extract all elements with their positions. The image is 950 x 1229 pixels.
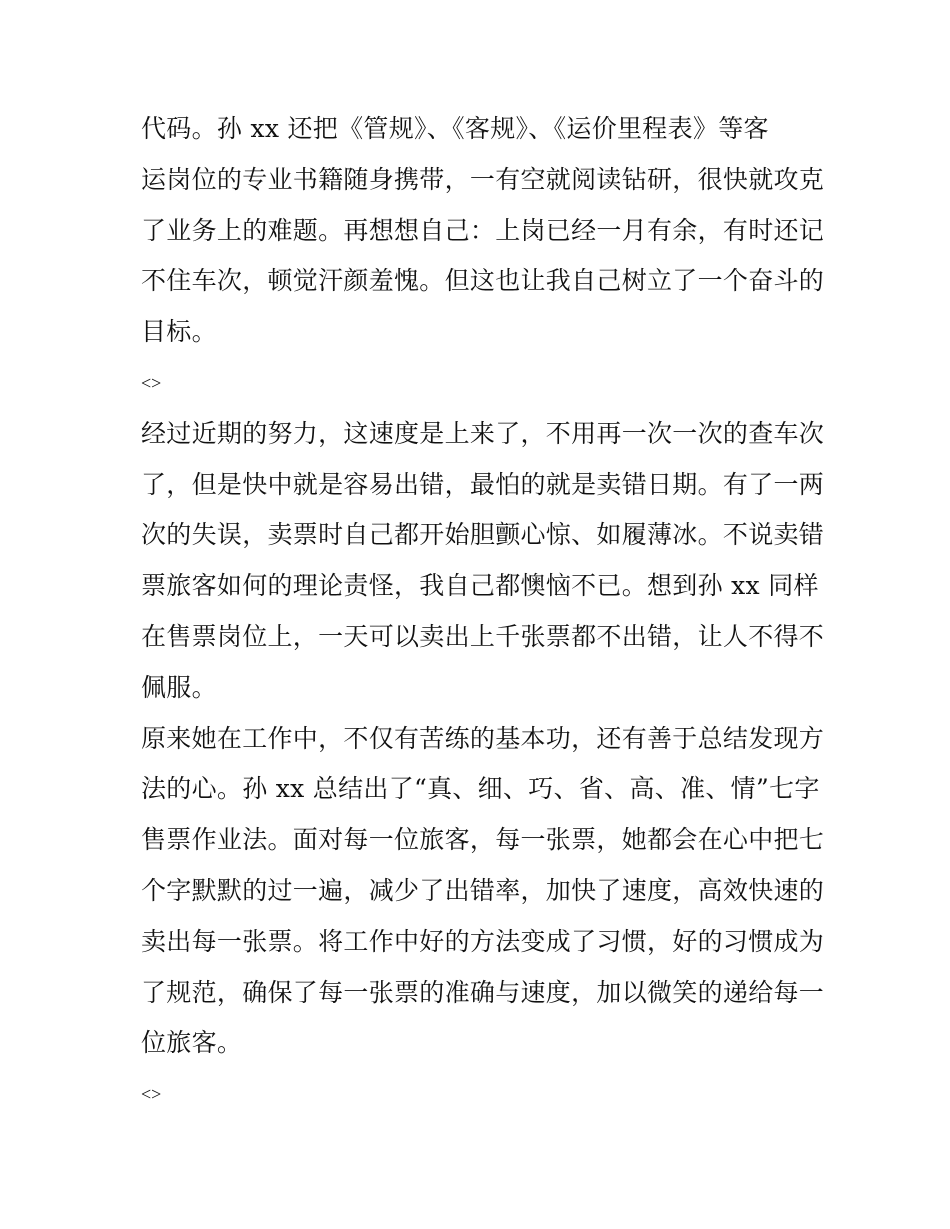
document-page: [141, 104, 825, 1120]
text-line: 在售票岗位上，一天可以卖出上千张票都不出错，让人不得不: [141, 621, 825, 651]
text-line: 了业务上的难题。再想想自己：上岗已经一月有余，有时还记: [141, 215, 825, 245]
text-line: 代码。孙 xx 还把《管规》、《客规》、《运价里程表》等客: [141, 114, 769, 143]
text-line: 售票作业法。面对每一位旅客，每一张票，她都会在心中把七: [141, 825, 825, 855]
text-line: 佩服。: [141, 672, 217, 702]
text-line: 不住车次，顿觉汗颜羞愧。但这也让我自己树立了一个奋斗的: [141, 266, 825, 296]
text-line: 个字默默的过一遍，减少了出错率，加快了速度，高效快速的: [141, 875, 825, 905]
text-line: 经过近期的努力，这速度是上来了，不用再一次一次的查车次: [141, 418, 825, 448]
text-line: 次的失误，卖票时自己都开始胆颤心惊、如履薄冰。不说卖错: [141, 520, 825, 550]
text-line: 票旅客如何的理论责怪，我自己都懊恼不已。想到孙 xx 同样: [141, 571, 819, 601]
text-line: 法的心。孙 xx 总结出了“真、细、巧、省、高、准、情”七字: [141, 774, 820, 804]
text-line: 了，但是快中就是容易出错，最怕的就是卖错日期。有了一两: [141, 469, 825, 499]
text-line: 位旅客。: [141, 1028, 243, 1058]
text-line: 目标。: [141, 317, 217, 347]
text-line: 运岗位的专业书籍随身携带，一有空就阅读钻研，很快就攻克: [141, 164, 825, 194]
text-line: 原来她在工作中，不仅有苦练的基本功，还有善于总结发现方: [141, 723, 825, 753]
text-line: 了规范，确保了每一张票的准确与速度，加以微笑的递给每一: [141, 977, 825, 1007]
section-marker: <>: [141, 372, 162, 393]
section-marker: <>: [141, 1084, 162, 1105]
text-line: 卖出每一张票。将工作中好的方法变成了习惯，好的习惯成为: [141, 926, 825, 956]
